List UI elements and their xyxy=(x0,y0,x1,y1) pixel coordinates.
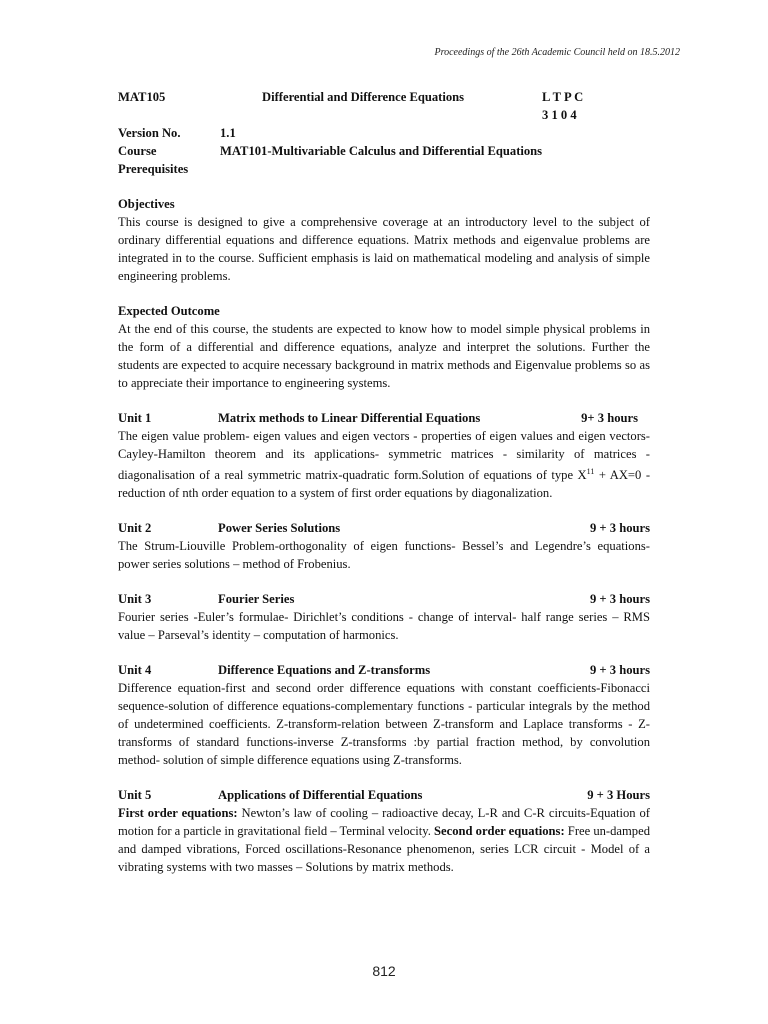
unit-label: Unit 4 xyxy=(118,663,152,678)
version-row xyxy=(118,124,650,142)
course-header-row xyxy=(118,88,650,106)
objectives-title: Objectives xyxy=(118,197,175,211)
outcome-text: At the end of this course, the students are expected to know how to model simple physical problems in the form of a differential and difference equations, analyze and interpret the solutions. Further the students are expected to acquire necessary background in matrix methods and Eigenvalue problems so as to appreciate their importance to engineering systems. xyxy=(118,322,650,390)
prereq-value: MAT101-Multivariable Calculus and Differential Equations xyxy=(220,144,543,158)
page-number: 812 xyxy=(372,963,396,979)
unit-label: Unit 2 xyxy=(118,521,152,536)
unit-title: Applications of Differential Equations xyxy=(218,788,423,803)
unit-hours: 9 + 3 Hours xyxy=(587,788,650,803)
unit-title: Matrix methods to Linear Differential Equations xyxy=(218,411,481,425)
course-title: Differential and Difference Equations xyxy=(262,90,465,104)
unit-hours: 9 + 3 hours xyxy=(589,592,650,607)
unit-5-header xyxy=(118,786,650,804)
unit-1-text: The eigen value problem- eigen values and eigen vectors - properties of eigen values and eigen vectors-Cayley-Hamilton theorem and its applications- symmetric matrices - similarity of matrices - diagonalisation of a real symmetric matrix-quadratic form.Solution of equations of type $X^{11} + AX=0$ - reduction of nth order equation to a system of first order equations by diagonalization. xyxy=(118,429,651,501)
unit-label: Unit 5 xyxy=(118,788,152,803)
unit-2-header xyxy=(118,519,650,537)
first-order-label: First order equations: xyxy=(118,806,238,821)
unit-hours: 9 + 3 hours xyxy=(589,521,650,536)
prereq-row xyxy=(118,142,650,160)
unit-3-header xyxy=(118,590,650,608)
second-order-label: Second order equations: xyxy=(434,824,565,839)
unit-1-header xyxy=(118,409,650,427)
ltpc-values: 3 1 0 4 xyxy=(542,108,577,122)
prereq-row-2 xyxy=(118,160,650,178)
superscript: 11 xyxy=(586,467,595,476)
unit-label: Unit 1 xyxy=(118,411,152,425)
version-value: 1.1 xyxy=(220,126,236,140)
unit-title: Difference Equations and Z-transforms xyxy=(218,663,431,678)
objectives-text: This course is designed to give a comprehensive coverage at an introductory level to the subject of ordinary differential equations and difference equations. Matrix methods and eigenvalue problems are integrated in to the course. Sufficient emphasis is laid on mathematical modeling and analysis of simple engineering problems. xyxy=(118,215,650,283)
unit-hours: 9+ 3 hours xyxy=(581,411,638,425)
unit-2-text: The Strum-Liouville Problem-orthogonality of eigen functions- Bessel’s and Legendre’s equations- power series solutions – method of Frobenius. xyxy=(118,539,650,572)
unit-4-header xyxy=(118,661,650,679)
prereq-label-1: Course xyxy=(118,144,157,158)
unit-label: Unit 3 xyxy=(118,592,152,607)
unit-title: Fourier Series xyxy=(218,592,295,607)
unit-5-text: First order equations: Newton’s law of cooling – radioactive decay, L-R and C-R circuits-Equation of motion for a particle in gravitational field – Terminal velocity. Second order equations: Free un-damped and damped vibrations, Forced oscillations-Resonance phenomenon, series LCR circuit - Model of a vibrating systems with two masses – Solutions by matrix methods. xyxy=(118,806,650,875)
ltpc-label: L T P C xyxy=(542,90,584,104)
course-content xyxy=(118,88,650,876)
course-code: MAT105 xyxy=(118,90,166,104)
outcome-title: Expected Outcome xyxy=(118,304,220,318)
unit-title: Power Series Solutions xyxy=(218,521,341,536)
ltpc-values-row xyxy=(118,106,650,124)
version-label: Version No. xyxy=(118,126,181,140)
unit-4-text: Difference equation-first and second order difference equations with constant coefficients-Fibonacci sequence-solution of difference equations-complementary functions - particular integrals by the method of undetermined coefficients. Z-transform-relation between Z-transform and Laplace transforms - Z-transforms of standard functions-inverse Z-transforms :by partial fraction method, by convolution method- solution of simple difference equations using Z-transforms. xyxy=(118,681,650,768)
proceedings-header: Proceedings of the 26th Academic Council held on 18.5.2012 xyxy=(434,47,680,58)
unit-hours: 9 + 3 hours xyxy=(589,663,650,678)
unit-3-text: Fourier series -Euler’s formulae- Dirichlet’s conditions - change of interval- half range series – RMS value – Parseval’s identity – computation of harmonics. xyxy=(118,610,650,643)
prereq-label-2: Prerequisites xyxy=(118,162,189,176)
